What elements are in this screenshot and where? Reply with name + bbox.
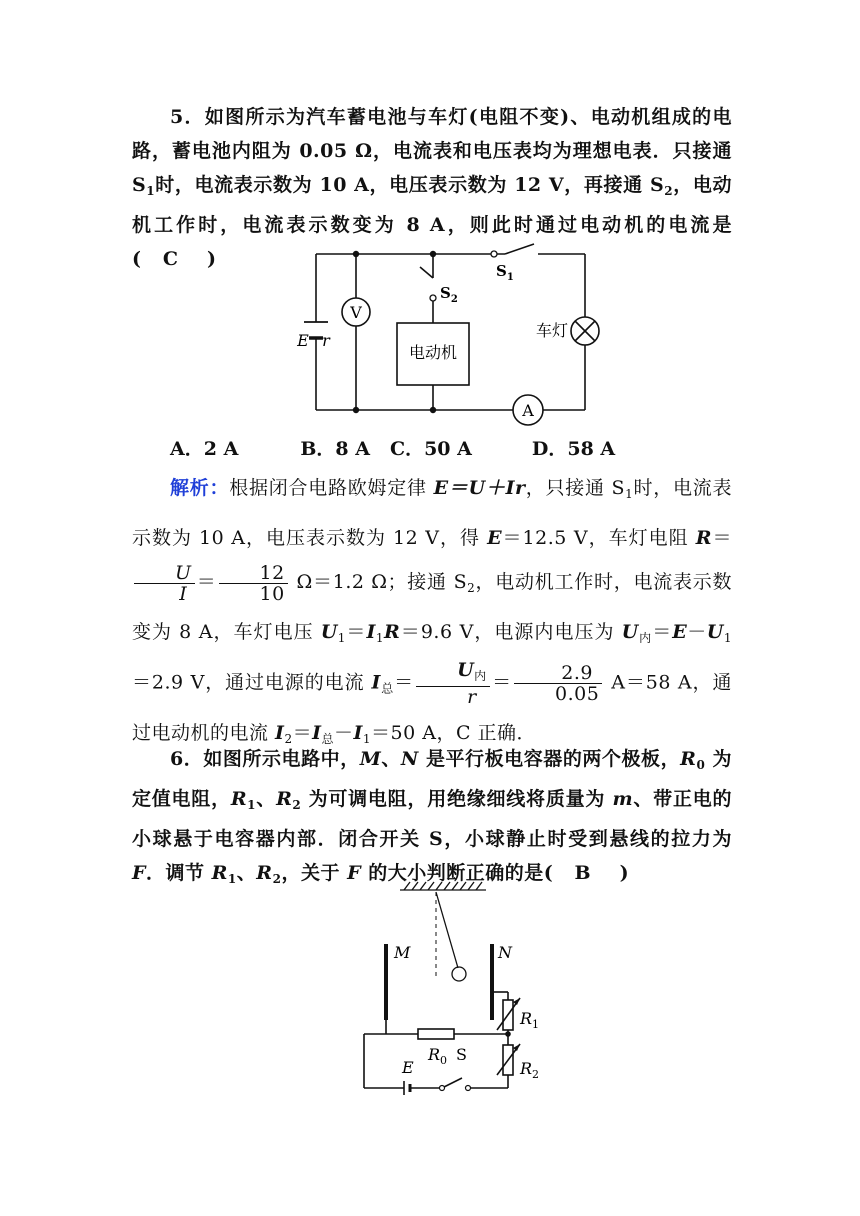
s2-label: $S_2$ xyxy=(440,284,458,305)
plate-n-label: N xyxy=(498,943,512,962)
question-5-options xyxy=(170,434,615,461)
question-6-answer: B xyxy=(574,862,592,884)
question-6-number: 6． xyxy=(170,748,204,770)
analysis-label: 解析： xyxy=(170,477,230,499)
question-5-number: 5． xyxy=(170,106,205,128)
question-5-stem: 5．如图所示为汽车蓄电池与车灯(电阻不变)、电动机组成的电路，蓄电池内阻为 0.05 Ω，电流表和电压表均为理想电表．只接通 $S_1$时，电流表示数为 10 A，电压表示数为 12 V，再接通 $S_2$，电动机工作时，电流表示数变为 8 A，则此时通过电动机的电流是( C ) xyxy=(132,106,732,270)
r2-label: $R_2$ xyxy=(520,1059,540,1081)
plate-m-label: M xyxy=(394,943,411,962)
circuit-diagram-q5 xyxy=(290,240,610,430)
r0-label: $R_0$ xyxy=(428,1045,448,1067)
question-5-answer: C xyxy=(162,248,179,270)
ammeter-label: A xyxy=(522,401,534,420)
option-d: D．58 A xyxy=(531,438,616,460)
option-a: A．2 A xyxy=(170,438,239,460)
fraction-u-over-r: $\frac{U_内}{r}$ xyxy=(416,660,490,707)
fraction-u-over-i: $\frac{U}{I}$ xyxy=(134,563,195,604)
option-b: B．8 A xyxy=(300,438,370,460)
resistance-label: r xyxy=(322,331,330,350)
switch-s-label: S xyxy=(456,1045,467,1064)
lamp-label: 车灯 xyxy=(535,321,569,340)
motor-label: 电动机 xyxy=(408,343,458,362)
emf-label: E xyxy=(297,331,309,350)
fraction-2.9-over-0.05: $\frac{2.9}{0.05}$ xyxy=(514,663,602,704)
option-c: C．50 A xyxy=(389,438,472,460)
fraction-12-over-10: $\frac{12}{10}$ xyxy=(219,563,288,604)
s1-label: $S_1$ xyxy=(496,262,514,283)
question-6-stem: 6．如图所示电路中，M、N 是平行板电容器的两个极板，$R_0$ 为定值电阻，$R_1$、$R_2$ 为可调电阻，用绝缘细线将质量为 m、带正电的小球悬于电容器内部．闭合开关 S，小球静止时受到悬线的拉力为 F．调节 $R_1$、$R_2$，关于 F 的大小判断正确的是( B ) xyxy=(132,748,732,886)
emf-e-label: E xyxy=(402,1058,414,1077)
voltmeter-label: V xyxy=(350,303,362,322)
circuit-diagram-q6 xyxy=(350,880,550,1095)
r1-label: $R_1$ xyxy=(520,1009,540,1031)
question-5-analysis: 解析：根据闭合电路欧姆定律 E＝U＋Ir，只接通 $S_1$时，电流表示数为 10 A，电压表示数为 12 V，得 E＝12.5 V，车灯电阻 R＝ $\frac{U}{I}$ ＝ $\frac{12}{10}$ Ω＝1.2 Ω；接通 $S_2$，电动机工作时，电流表示数变为 8 A，车灯电压 $U_1=I_1R=9.6$ V，电源内电压为 $U_内=E-U_1=2.9$ V，通过电源的电流 $I_总=$ $\frac{U_内}{r}$ ＝ $\frac{2.9}{0.05}$ A＝58 A，通过电动机的电流 $I_2=I_总-I_1=50$ A，C 正确． xyxy=(132,477,732,746)
